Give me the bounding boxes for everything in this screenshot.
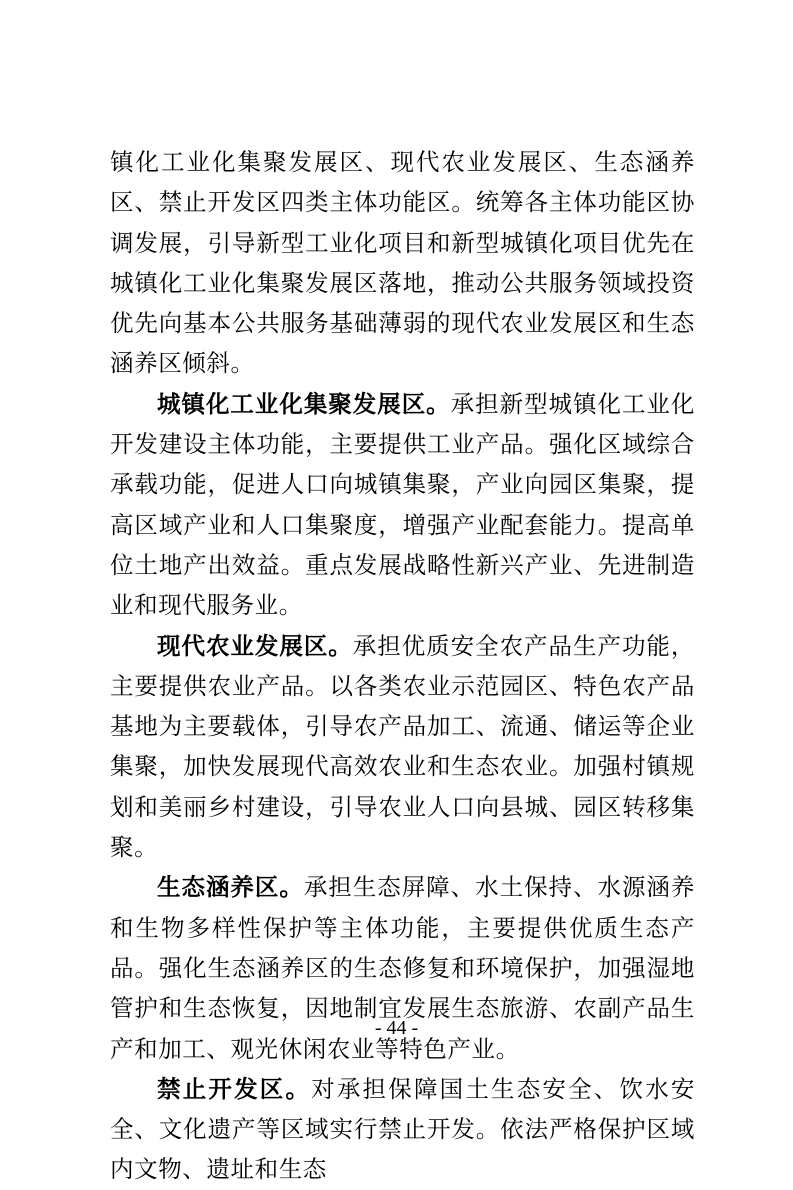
paragraph-urban-industrial-zone xyxy=(110,384,695,626)
paragraph-modern-agriculture-zone xyxy=(110,626,695,868)
paragraph-heading: 禁止开发区。 xyxy=(157,1074,312,1103)
paragraph-heading: 生态涵养区。 xyxy=(157,873,304,902)
paragraph-text: 承担新型城镇化工业化开发建设主体功能，主要提供工业产品。强化区域综合承载功能，促进人口向城镇集聚，产业向园区集聚，提高区域产业和人口集聚度，增强产业配套能力。提高单位土地产出效益。重点发展战略性新兴产业、先进制造业和现代服务业。 xyxy=(110,389,695,620)
paragraph-prohibited-development-zone xyxy=(110,1069,695,1190)
paragraph-text: 承担生态屏障、水土保持、水源涵养和生物多样性保护等主体功能，主要提供优质生态产品。强化生态涵养区的生态修复和环境保护，加强湿地管护和生态恢复，因地制宜发展生态旅游、农副产品生产和加工、观光休闲农业等特色产业。 xyxy=(110,873,695,1063)
paragraph-heading: 现代农业发展区。 xyxy=(157,631,353,660)
paragraph-text: 镇化工业化集聚发展区、现代农业发展区、生态涵养区、禁止开发区四类主体功能区。统筹各主体功能区协调发展，引导新型工业化项目和新型城镇化项目优先在城镇化工业化集聚发展区落地，推动公共服务领域投资优先向基本公共服务基础薄弱的现代农业发展区和生态涵养区倾斜。 xyxy=(110,148,695,378)
paragraph-text: 承担优质安全农产品生产功能，主要提供农业产品。以各类农业示范园区、特色农产品基地为主要载体，引导农产品加工、流通、储运等企业集聚，加快发展现代高效农业和生态农业。加强村镇规划和美丽乡村建设，引导农业人口向县城、园区转移集聚。 xyxy=(110,631,695,862)
paragraph-intro-continuation xyxy=(110,142,695,384)
paragraph-text: 对承担保障国土生态安全、饮水安全、文化遗产等区域实行禁止开发。依法严格保护区域内文物、遗址和生态 xyxy=(110,1074,695,1184)
paragraph-heading: 城镇化工业化集聚发展区。 xyxy=(157,389,451,418)
page-number: - 44 - xyxy=(374,1017,419,1039)
